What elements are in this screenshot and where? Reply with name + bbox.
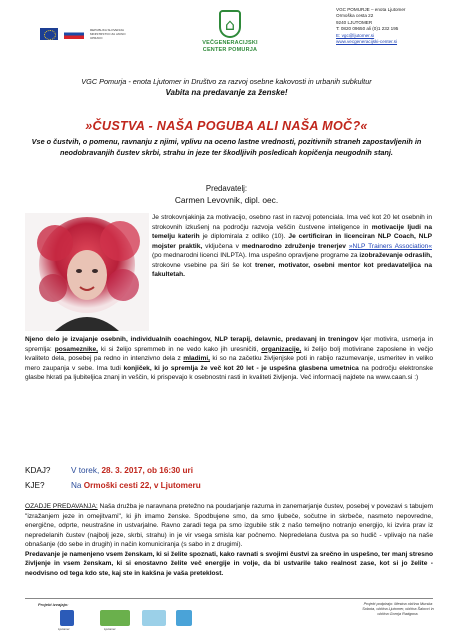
logo-caption: Ljutomer <box>58 627 70 631</box>
bio-text: (po mednarodni licenci INLPTA). Ima uspešno opravljene programe za <box>152 252 360 260</box>
background-label: OZADJE PREDAVANJA: <box>25 503 98 510</box>
when-value: 28. 3. 2017, ob 16:30 <box>101 466 183 475</box>
government-logo-text: REPUBLIKA SLOVENIJA MINISTRSTVO ZA JAVNO UPRAVO <box>90 28 126 40</box>
ljutomer-crest-icon <box>60 610 74 626</box>
address-line: Ormoška cesta 22 <box>336 13 374 19</box>
website-link[interactable]: www.vecgeneracijski-center.si <box>336 39 398 45</box>
where-prefix: Na <box>71 481 84 490</box>
logo-caption: Ljutomer <box>104 627 116 631</box>
bio-paragraph-2 <box>25 335 433 383</box>
bio-bold: mladimi, <box>183 355 210 363</box>
invitation-line: Vabita na predavanje za ženske! <box>165 88 288 97</box>
bio-bold: izobraževanje odraslih, <box>359 252 432 260</box>
slovenia-flag-icon <box>64 29 84 39</box>
footer-divider <box>25 598 433 599</box>
center-logo <box>190 10 270 53</box>
government-logos <box>40 28 130 40</box>
lecturer-label: Predavatelj: <box>205 184 248 193</box>
bio-bold: posameznike, <box>54 345 98 353</box>
lecturer-name: Carmen Levovnik, dipl. oec. <box>174 195 279 205</box>
partner-logo-icon <box>100 610 130 626</box>
address-line: T: 0820 09650 ali (0)1 232 195 <box>336 26 399 32</box>
bio-text: na področju elektronske glasbe hkrati pa ljubiteljica znanj in veščin, ki prispevajo k osebnostni rasti in kvaliteti življenja. Več informacij najdete na www.caan.si :) <box>25 364 433 382</box>
bio-bold: motivacije ljudi na temelju katerih <box>152 223 432 241</box>
closing-paragraph: Predavanje je namenjeno vsem ženskam, ki si želite spoznati, kako ravnati s svojimi čustvi za srečno in uspešno, ter manj stresno življenje in vsem ženskam, ki si enostavno želite več energije in volje, da bi ustvarile tako realnost zase, kot si jo želite - neodvisno od tega kdo ste, kaj ste in kakšna je vaša preteklost. <box>25 550 433 577</box>
partners-text: Projekt podpirajo: Mestna občina Murska Sobota, občina Ljutomer, občina Šalovci in občina Gornja Radgona. <box>362 602 434 616</box>
bio-bold: Je certificiran in licenciran NLP Coach, NLP mojster praktik, <box>152 233 432 250</box>
center-logo-name: VEČGENERACIJSKI CENTER POMURJA <box>202 40 258 53</box>
address-block <box>336 7 405 45</box>
bio-bold: trener, motivator, osebni mentor kot predavateljica na fakultetah. <box>152 261 432 279</box>
eu-flag-icon <box>40 28 58 40</box>
house-logo-icon: ⌂ <box>219 10 241 38</box>
lecturer-portrait-image <box>25 213 149 331</box>
where-value: Ormoški cesti 22, v Ljutomeru <box>83 481 201 490</box>
where-label: KJE? <box>25 481 45 490</box>
when-row <box>25 463 201 478</box>
address-line: 9240 LJUTOMER <box>336 19 373 25</box>
bio-paragraph <box>152 213 432 280</box>
partner-logo-icon <box>142 610 166 626</box>
bio-text: vključena v <box>202 242 242 250</box>
lecturer-photo <box>25 213 149 331</box>
organizers-line: VGC Pomurja - enota Ljutomer in Društvo za razvoj osebne kakovosti in urbanih subkultur <box>81 77 372 86</box>
where-row <box>25 478 201 493</box>
bio-bold: organizacije, <box>261 345 302 353</box>
background-section <box>25 502 433 578</box>
project-label: Projekt izvajajo: <box>38 602 69 607</box>
bio-text: Je strokovnjakinja za motivacijo, osebno rast in razvoj potenciala. Ima več kot 20 let osebnih in strokovnih izkušenj na področju razvoja veščin čustvene inteligence in <box>152 214 432 231</box>
bio-text: ki si želijo spremmeb in ne vedo kako jih uresničiti, <box>97 345 262 353</box>
bio-text: kjer motivira, usmerja in spremlja: <box>25 336 433 353</box>
when-label: KDAJ? <box>25 466 51 475</box>
partner-logo-icon <box>176 610 192 626</box>
background-text: Naša družba je naravnana pretežno na poudarjanje razuma in zanemarjanje čustev, posebej v povezavi s tabujem "izražanjem jeze in omejitvami", ki jih imamo ženske. Spodbujene smo, da smo ljubeče, sočutne in skrbeče, nasmeto nepovredne, energične, odprte, neustrašne in ustvarjalne. Ravno zaradi tega pa smo izgubile stik z našo temeljno notranjo energijo, ki izvira prav iz nepredelanih čustev (najbolj jeze, skrbi, strahu) in je vir vsega smisla kar počnemo. Nepredelana čustva pa so hudič - vplivajo na naše obnašanje (do sebe in drugih) in način komuniciranja (s sabo in z drugimi). <box>25 503 433 549</box>
footer <box>0 598 453 640</box>
bio-text: ki želijo bolj motivirane zaposlene in večjo kvaliteto dela, posebej pa redno in intenzivno dela z <box>25 345 433 363</box>
bio-bold: mednarodno združenje trenerjev <box>241 242 346 250</box>
lecture-title: »ČUSTVA - NAŠA POGUBA ALI NAŠA MOČ?« <box>85 119 368 133</box>
bio-bold: Njeno delo je izvajanje osebnih, individualnih coachingov, NLP terapij, delavnic, predavanj in treningov <box>25 336 359 343</box>
lecture-subtitle: Vse o čustvih, o pomenu, ravnanju z njimi, vplivu na oceno lastne vrednosti, pozitivnih straneh zapostavljenih in neodobravanjih čustev skrbi, strahu in jeze ter škodljivih posledicah kopičenja neugodnih stanj. <box>31 137 422 157</box>
address-line: VGC POMURJE – enota Ljutomer <box>336 7 406 12</box>
when-suffix: uri <box>182 466 193 475</box>
when-prefix: V torek, <box>71 466 102 475</box>
bio-text: ki so na začetku življenjske poti in rabijo razumevanje, usmeritev in veliko mero zaupanja v sebe. Ima tudi <box>25 355 434 372</box>
email-link[interactable]: E: vgc@ljutomer.si <box>336 32 375 38</box>
bio-text: strokovne vsebine pa širi še kot <box>152 261 255 269</box>
event-details <box>25 463 201 493</box>
letterhead <box>0 0 453 70</box>
bio-text: je diplomirala z odliko (10). <box>199 233 289 241</box>
bio-bold: konjiček, ki jo spremlja že več kot 20 let - je uspešna glasbena umetnica <box>123 364 359 372</box>
background-paragraph <box>25 502 433 550</box>
nlp-association-link[interactable]: »NLP Trainers Association« <box>348 242 432 250</box>
